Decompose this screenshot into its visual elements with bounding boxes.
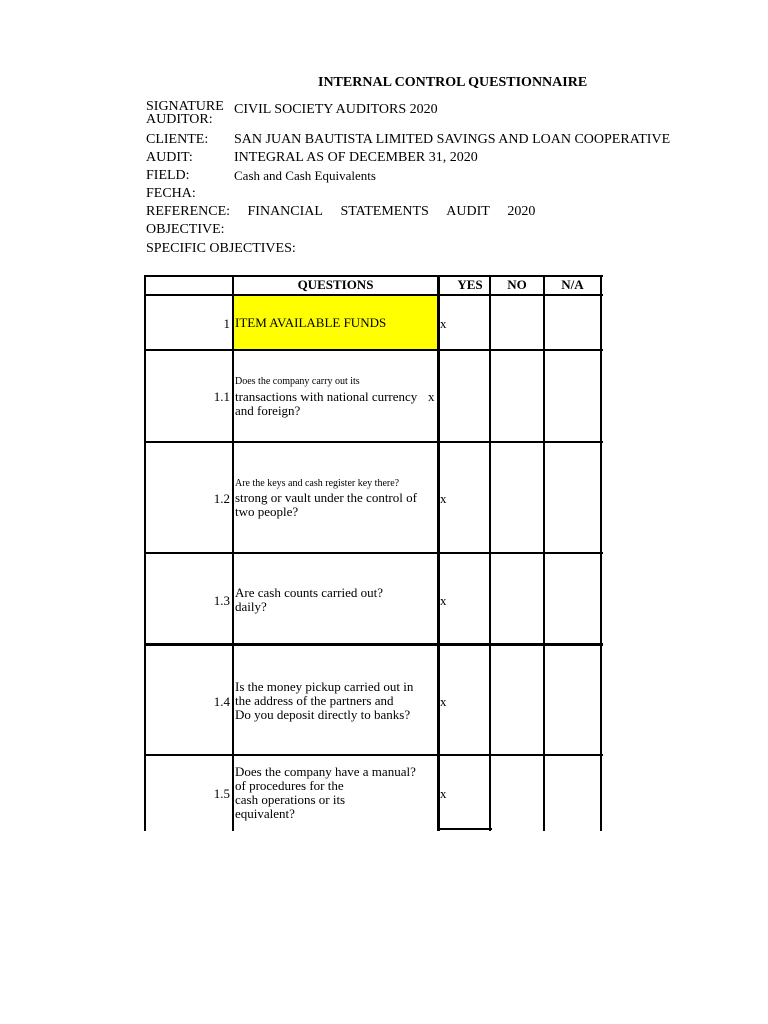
reference-label: REFERENCE: — [146, 204, 231, 219]
question-text: Does the company have a manual? — [235, 764, 416, 779]
yes-mark: x — [440, 593, 447, 608]
yes-mark: x — [440, 316, 447, 331]
reference-word: FINANCIAL — [247, 204, 323, 219]
reference-word: 2020 — [507, 204, 536, 219]
signature-value: CIVIL SOCIETY AUDITORS 2020 — [234, 102, 438, 117]
specific-objectives-label: SPECIFIC OBJECTIVES: — [146, 241, 296, 256]
row-divider — [144, 349, 603, 351]
row-number: 1 — [223, 316, 230, 331]
question-text: Are the keys and cash register key there? — [235, 478, 400, 489]
yes-mark: x — [440, 491, 447, 506]
reference-word: STATEMENTS — [340, 204, 429, 219]
fecha-label: FECHA: — [146, 186, 196, 201]
question-text: Does the company carry out its — [235, 376, 360, 387]
yes-mark: x — [440, 786, 447, 801]
reference-word: AUDIT — [446, 204, 490, 219]
field-label: FIELD: — [146, 168, 190, 183]
questions-header: QUESTIONS — [297, 277, 374, 292]
signature-label: SIGNATURE — [146, 99, 224, 114]
na-header: N/A — [561, 277, 584, 292]
question-text: daily? — [235, 599, 267, 614]
audit-label: AUDIT: — [146, 150, 193, 165]
row-divider — [144, 552, 603, 554]
question-text: Do you deposit directly to banks? — [235, 707, 411, 722]
row-divider — [144, 441, 603, 443]
audit-value: INTEGRAL AS OF DECEMBER 31, 2020 — [234, 150, 478, 165]
document-title: INTERNAL CONTROL QUESTIONNAIRE — [318, 75, 588, 90]
row-number: 1.3 — [213, 593, 230, 608]
row-divider — [144, 294, 603, 296]
question-text: transactions with national currency — [235, 389, 418, 404]
yes-mark: x — [440, 694, 447, 709]
client-value: SAN JUAN BAUTISTA LIMITED SAVINGS AND LOAN COOPERATIVE — [234, 132, 671, 147]
row-number: 1.1 — [213, 389, 230, 404]
no-header: NO — [507, 277, 527, 292]
field-value: Cash and Cash Equivalents — [234, 168, 376, 183]
question-text: cash operations or its — [235, 792, 346, 807]
yes-header: YES — [457, 277, 483, 292]
row-number: 1.2 — [213, 491, 230, 506]
question-text: ITEM AVAILABLE FUNDS — [235, 315, 387, 330]
auditor-label: AUDITOR: — [146, 112, 213, 127]
yes-column-bottom — [437, 828, 492, 830]
question-text: Is the money pickup carried out in — [235, 679, 414, 694]
yes-mark: x — [428, 389, 435, 404]
row-number: 1.4 — [213, 694, 230, 709]
question-text: equivalent? — [235, 806, 295, 821]
reference-row — [146, 204, 535, 220]
questionnaire-table — [144, 275, 603, 831]
question-text: strong or vault under the control of — [235, 490, 417, 505]
question-text: Are cash counts carried out? — [235, 585, 383, 600]
question-text: two people? — [235, 504, 299, 519]
row-number: 1.5 — [213, 786, 230, 801]
row-divider — [144, 643, 603, 646]
objective-label: OBJECTIVE: — [146, 222, 225, 237]
row-divider — [144, 754, 603, 756]
question-text: and foreign? — [235, 403, 301, 418]
question-text: the address of the partners and — [235, 693, 394, 708]
client-label: CLIENTE: — [146, 132, 209, 147]
question-text: of procedures for the — [235, 778, 344, 793]
